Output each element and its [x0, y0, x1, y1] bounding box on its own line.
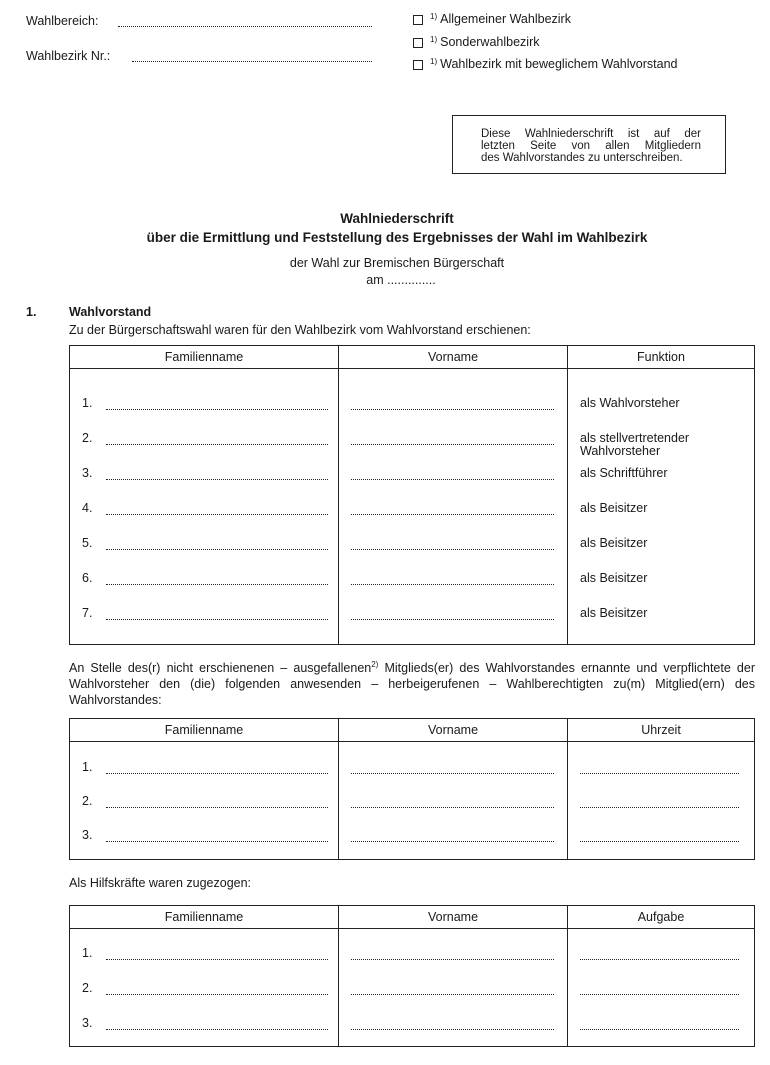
checkbox-text: Allgemeiner Wahlbezirk	[440, 12, 571, 26]
uhrzeit-column	[568, 742, 755, 860]
checkbox-beweglicher-wahlvorstand[interactable]	[413, 60, 423, 70]
vorname-field[interactable]	[351, 994, 554, 995]
footnote-marker: 1)	[430, 12, 438, 21]
notice-line-3: des Wahlvorstandes zu unterschreiben.	[481, 152, 683, 164]
familienname-field[interactable]	[106, 807, 328, 808]
wahlbezirk-field[interactable]	[132, 61, 372, 62]
helpers-label: Als Hilfskräfte waren zugezogen:	[69, 876, 252, 890]
notice-line-2: letzten Seite von allen Mitgliedern	[481, 140, 701, 152]
row-number: 2.	[82, 794, 93, 808]
header-familienname: Familienname	[70, 719, 339, 742]
row-number: 1.	[82, 760, 93, 774]
row-number: 3.	[82, 1016, 93, 1030]
familienname-field[interactable]	[106, 409, 328, 410]
signature-notice-box	[452, 115, 726, 174]
wahlbezirk-label: Wahlbezirk Nr.:	[26, 49, 111, 63]
document-subtitle: über die Ermittlung und Feststellung des Ergebnisses der Wahl im Wahlbezirk	[146, 230, 648, 245]
funktion-label: als Beisitzer	[580, 501, 648, 515]
header-uhrzeit: Uhrzeit	[568, 719, 755, 742]
footnote-marker: 2)	[371, 660, 379, 669]
familienname-field[interactable]	[106, 549, 328, 550]
familienname-column	[70, 742, 339, 860]
paragraph-text: Mitglieds(er) des Wahlvorstandes ernannte und verpflichtete der Wahlvorsteher den (die) folgenden anwesenden – herbeigerufenen – Wahlberechtigten zu(m) Mitglied(ern) des Wahlvorstandes:	[69, 661, 755, 707]
row-number: 4.	[82, 501, 93, 515]
vorname-field[interactable]	[351, 584, 554, 585]
funktion-label: als Beisitzer	[580, 606, 648, 620]
wahlbereich-label: Wahlbereich:	[26, 14, 99, 28]
vorname-field[interactable]	[351, 619, 554, 620]
vorname-field[interactable]	[351, 959, 554, 960]
row-number: 7.	[82, 606, 93, 620]
familienname-field[interactable]	[106, 1029, 328, 1030]
vorname-field[interactable]	[351, 444, 554, 445]
funktion-label: als Wahlvorsteher	[580, 396, 680, 410]
aufgabe-column	[568, 929, 755, 1047]
header-vorname: Vorname	[339, 906, 568, 929]
checkbox-text: Sonderwahlbezirk	[440, 35, 540, 49]
header-funktion: Funktion	[568, 346, 755, 369]
familienname-field[interactable]	[106, 994, 328, 995]
funktion-label: als Beisitzer	[580, 571, 648, 585]
section-intro: Zu der Bürgerschaftswahl waren für den Wahlbezirk vom Wahlvorstand erschienen:	[69, 323, 531, 337]
funktion-label: als stellvertretender Wahlvorsteher	[580, 431, 690, 458]
election-name: der Wahl zur Bremischen Bürgerschaft	[289, 256, 505, 270]
paragraph-text: An Stelle des(r) nicht erschienenen – ausgefallenen	[69, 661, 372, 675]
funktion-label: als Schriftführer	[580, 466, 668, 480]
header-vorname: Vorname	[339, 719, 568, 742]
header-aufgabe: Aufgabe	[568, 906, 755, 929]
vorname-field[interactable]	[351, 841, 554, 842]
vorname-field[interactable]	[351, 773, 554, 774]
vorname-field[interactable]	[351, 807, 554, 808]
row-number: 1.	[82, 946, 93, 960]
notice-line-1: Diese Wahlniederschrift ist auf der	[481, 128, 701, 140]
vorname-field[interactable]	[351, 479, 554, 480]
replacement-paragraph	[69, 657, 755, 708]
vorname-column	[339, 369, 568, 645]
familienname-column	[70, 929, 339, 1047]
checkbox-label-sonderwahlbezirk[interactable]	[430, 35, 539, 49]
familienname-field[interactable]	[106, 619, 328, 620]
familienname-field[interactable]	[106, 841, 328, 842]
checkbox-sonderwahlbezirk[interactable]	[413, 38, 423, 48]
aufgabe-field[interactable]	[580, 1029, 739, 1030]
familienname-column	[70, 369, 339, 645]
header-familienname: Familienname	[70, 346, 339, 369]
uhrzeit-field[interactable]	[580, 841, 739, 842]
hilfskraefte-table	[69, 905, 755, 1047]
familienname-field[interactable]	[106, 444, 328, 445]
row-number: 2.	[82, 431, 93, 445]
familienname-field[interactable]	[106, 479, 328, 480]
row-number: 1.	[82, 396, 93, 410]
funktion-label: als Beisitzer	[580, 536, 648, 550]
familienname-field[interactable]	[106, 773, 328, 774]
uhrzeit-field[interactable]	[580, 773, 739, 774]
vorname-field[interactable]	[351, 549, 554, 550]
uhrzeit-field[interactable]	[580, 807, 739, 808]
checkbox-text: Wahlbezirk mit beweglichem Wahlvorstand	[440, 57, 678, 71]
ersatzmitglieder-table	[69, 718, 755, 860]
vorname-field[interactable]	[351, 409, 554, 410]
aufgabe-field[interactable]	[580, 994, 739, 995]
vorname-field[interactable]	[351, 1029, 554, 1030]
checkbox-label-beweglicher-wahlvorstand[interactable]	[430, 57, 677, 71]
row-number: 6.	[82, 571, 93, 585]
header-familienname: Familienname	[70, 906, 339, 929]
familienname-field[interactable]	[106, 959, 328, 960]
election-date: am ..............	[366, 273, 436, 287]
footnote-marker: 1)	[430, 35, 438, 44]
funktion-column	[568, 369, 755, 645]
section-heading: Wahlvorstand	[69, 305, 152, 319]
vorname-field[interactable]	[351, 514, 554, 515]
checkbox-allgemeiner-wahlbezirk[interactable]	[413, 15, 423, 25]
checkbox-label-allgemeiner-wahlbezirk[interactable]	[430, 12, 571, 26]
familienname-field[interactable]	[106, 514, 328, 515]
vorname-column	[339, 742, 568, 860]
document-title: Wahlniederschrift	[340, 211, 454, 226]
wahlvorstand-table	[69, 345, 755, 645]
familienname-field[interactable]	[106, 584, 328, 585]
footnote-marker: 1)	[430, 57, 438, 66]
row-number: 5.	[82, 536, 93, 550]
aufgabe-field[interactable]	[580, 959, 739, 960]
header-vorname: Vorname	[339, 346, 568, 369]
vorname-column	[339, 929, 568, 1047]
row-number: 2.	[82, 981, 93, 995]
section-number: 1.	[26, 305, 37, 319]
wahlbereich-field[interactable]	[118, 26, 372, 27]
row-number: 3.	[82, 466, 93, 480]
row-number: 3.	[82, 828, 93, 842]
